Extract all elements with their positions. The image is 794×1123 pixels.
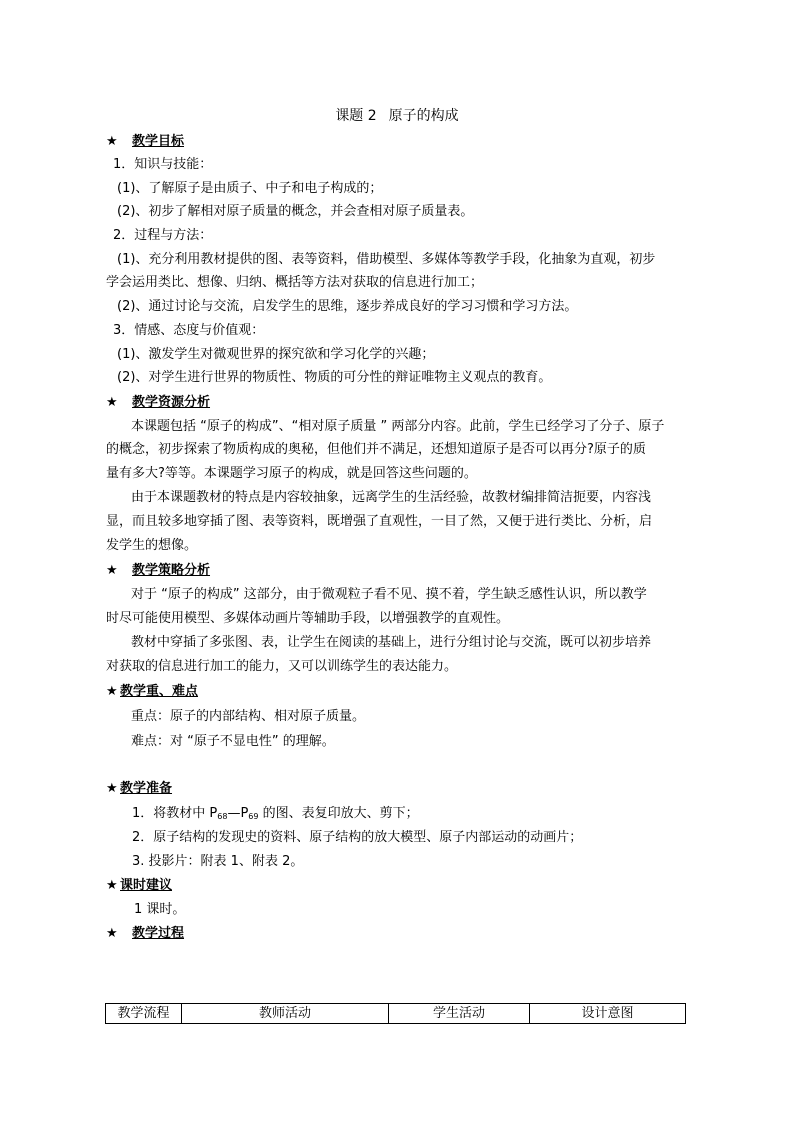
key-point-text: 重点：原子的内部结构、相对原子质量。: [131, 709, 366, 724]
star-icon: ★: [106, 684, 118, 699]
process-table-header: [105, 1003, 686, 1024]
strategy-paragraph-1-line-2: 时尽可能使用模型、多媒体动画片等辅助手段，以增强教学的直观性。: [106, 611, 510, 626]
difficult-point-text: 难点：对 “原子不显电性” 的理解。: [131, 734, 335, 749]
preparation-item-2: 2．原子结构的发现史的资料、原子结构的放大模型、原子内部运动的动画片；: [132, 830, 583, 845]
section-heading-resources: ★ 教学资源分析: [106, 395, 211, 410]
section-heading-goals: ★ 教学目标: [106, 134, 185, 149]
section-heading-preparation: ★ 教学准备: [106, 781, 173, 796]
schedule-text: 1 课时。: [134, 902, 186, 917]
page-title: [0, 106, 794, 126]
resources-paragraph-1-line-2: 的概念，初步探索了物质构成的奥秘，但他们并不满足，还想知道原子是否可以再分?原子的质: [106, 442, 646, 457]
strategy-paragraph-2-line-1: 教材中穿插了多张图、表，让学生在阅读的基础上，进行分组讨论与交流，既可以初步培养: [131, 635, 652, 650]
star-icon: ★: [106, 134, 118, 149]
star-icon: ★: [106, 781, 118, 796]
resources-paragraph-1-line-3: 量有多大?等等。本课题学习原子的构成，就是回答这些问题的。: [106, 466, 477, 481]
section-heading-process: ★ 教学过程: [106, 926, 185, 941]
strategy-paragraph-2-line-2: 对获取的信息进行加工的能力，又可以训练学生的表达能力。: [106, 659, 458, 674]
preparation-item-1: 1．将教材中 $P_{68}—P_{69}$ 的图、表复印放大、剪下；: [132, 806, 419, 821]
goals-knowledge-heading: 1．知识与技能：: [113, 157, 213, 172]
goals-emotion-2: (2)、对学生进行世界的物质性、物质的可分性的辩证唯物主义观点的教育。: [117, 370, 552, 385]
preparation-item-3: 3. 投影片：附表 1、附表 2。: [132, 854, 304, 869]
goals-process-1a: (1)、充分利用教材提供的图、表等资料，借助模型、多媒体等教学手段，化抽象为直观，初步: [117, 252, 656, 267]
goals-process-2: (2)、通过讨论与交流，启发学生的思维，逐步养成良好的学习习惯和学习方法。: [117, 299, 578, 314]
title-lesson-number: 课题 2: [335, 108, 377, 124]
resources-paragraph-2-line-2: 显，而且较多地穿插了图、表等资料，既增强了直观性，一目了然，又便于进行类比、分析，启: [106, 514, 653, 529]
table-header-cell-flow: 教学流程: [106, 1004, 182, 1023]
goals-process-heading: 2．过程与方法：: [113, 228, 213, 243]
table-header-cell-intent: 设计意图: [581, 1006, 634, 1021]
goals-knowledge-2: (2)、初步了解相对原子质量的概念，并会查相对原子质量表。: [117, 204, 474, 219]
goals-process-1b: 学会运用类比、想像、归纳、概括等方法对获取的信息进行加工；: [106, 275, 484, 290]
goals-emotion-1: (1)、激发学生对微观世界的探究欲和学习化学的兴趣；: [117, 347, 435, 362]
star-icon: ★: [106, 926, 118, 941]
section-heading-schedule: ★ 课时建议: [106, 878, 173, 893]
goals-knowledge-1: (1)、了解原子是由质子、中子和电子构成的；: [117, 181, 383, 196]
resources-paragraph-1-line-1: 本课题包括 “原子的构成”、“相对原子质量 ” 两部分内容。此前，学生已经学习了分子、原子: [131, 419, 665, 434]
table-header-cell-teacher: 教师活动: [182, 1004, 389, 1023]
section-heading-strategy: ★ 教学策略分析: [106, 563, 211, 578]
star-icon: ★: [106, 878, 118, 893]
star-icon: ★: [106, 563, 118, 578]
resources-paragraph-2-line-3: 发学生的想像。: [106, 538, 198, 553]
star-icon: ★: [106, 395, 118, 410]
section-heading-key-points: ★ 教学重、难点: [106, 684, 199, 699]
resources-paragraph-2-line-1: 由于本课题教材的特点是内容较抽象，远离学生的生活经验，故教材编排简洁扼要，内容浅: [131, 490, 652, 505]
title-lesson-name: 原子的构成: [388, 108, 459, 124]
table-header-cell-student: 学生活动: [389, 1004, 530, 1023]
strategy-paragraph-1-line-1: 对于 “原子的构成” 这部分，由于微观粒子看不见、摸不着，学生缺乏感性认识，所以教学: [131, 587, 647, 602]
goals-emotion-heading: 3．情感、态度与价值观：: [113, 323, 265, 338]
